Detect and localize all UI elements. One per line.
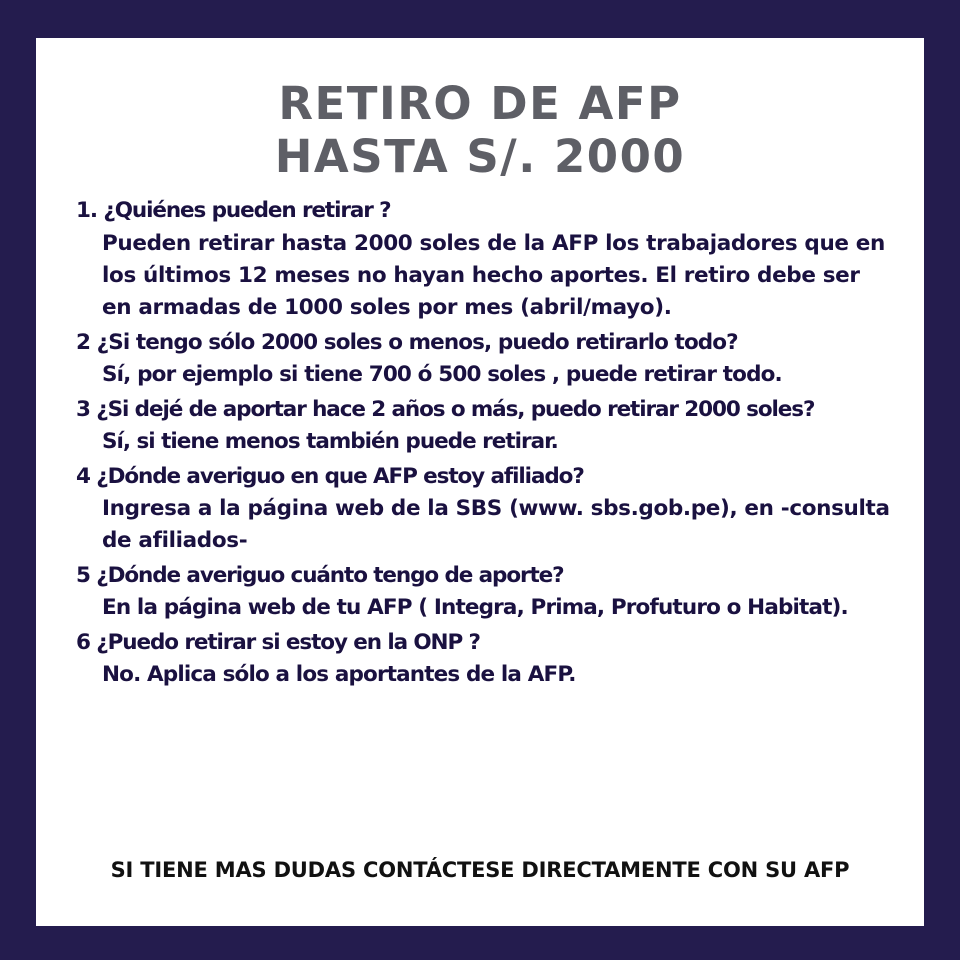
faq-question-text-1: ¿Quiénes pueden retirar ?: [103, 198, 391, 224]
faq-answer-6: No. Aplica sólo a los aportantes de la AFP.: [102, 662, 576, 688]
faq-item-2: [76, 327, 894, 392]
faq-item-4: [76, 461, 894, 558]
faq-number-6: 6: [76, 629, 90, 655]
faq-question-text-6: ¿Puedo retirar si estoy en la ONP ?: [96, 629, 480, 655]
faq-question-5: [76, 560, 894, 593]
poster-card: [36, 38, 924, 926]
faq-question-text-5: ¿Dónde averiguo cuánto tengo de aporte?: [96, 562, 564, 588]
faq-item-5: [76, 560, 894, 625]
faq-question-3: [76, 394, 894, 427]
faq-question-text-3: ¿Si dejé de aportar hace 2 años o más, puedo retirar 2000 soles?: [96, 396, 815, 422]
faq-question-text-4: ¿Dónde averiguo en que AFP estoy afiliado?: [96, 463, 584, 489]
page-title: [62, 78, 898, 183]
faq-question-2: [76, 327, 894, 360]
faq-question-4: [76, 461, 894, 494]
faq-answer-3: Sí, si tiene menos también puede retirar.: [102, 429, 558, 455]
faq-item-6: [76, 627, 894, 692]
footer-note: SI TIENE MAS DUDAS CONTÁCTESE DIRECTAMENTE CON SU AFP: [110, 858, 850, 882]
title-line-1: RETIRO DE AFP: [278, 77, 682, 130]
faq-answer-5: En la página web de tu AFP ( Integra, Prima, Profuturo o Habitat).: [102, 595, 848, 621]
faq-number-4: 4: [76, 463, 90, 489]
title-line-2: HASTA S/. 2000: [274, 129, 686, 183]
faq-item-1: [76, 195, 894, 324]
faq-question-text-2: ¿Si tengo sólo 2000 soles o menos, puedo retirarlo todo?: [96, 329, 738, 355]
faq-question-1: [76, 195, 894, 228]
faq-number-1: 1.: [76, 198, 97, 224]
faq-number-2: 2: [76, 329, 91, 355]
faq-item-3: [76, 394, 894, 459]
faq-question-6: [76, 627, 894, 660]
faq-answer-1: Pueden retirar hasta 2000 soles de la AFP los trabajadores que en los últimos 12 meses no hayan hecho aportes. El retiro debe ser en armadas de 1000 soles por mes (abril/mayo).: [102, 230, 885, 321]
faq-list: [62, 195, 898, 840]
faq-number-3: 3: [76, 396, 90, 422]
faq-answer-4: Ingresa a la página web de la SBS (www. sbs.gob.pe), en -consulta de afiliados-: [102, 496, 890, 554]
faq-number-5: 5: [76, 562, 90, 588]
faq-answer-2: Sí, por ejemplo si tiene 700 ó 500 soles , puede retirar todo.: [102, 362, 782, 388]
